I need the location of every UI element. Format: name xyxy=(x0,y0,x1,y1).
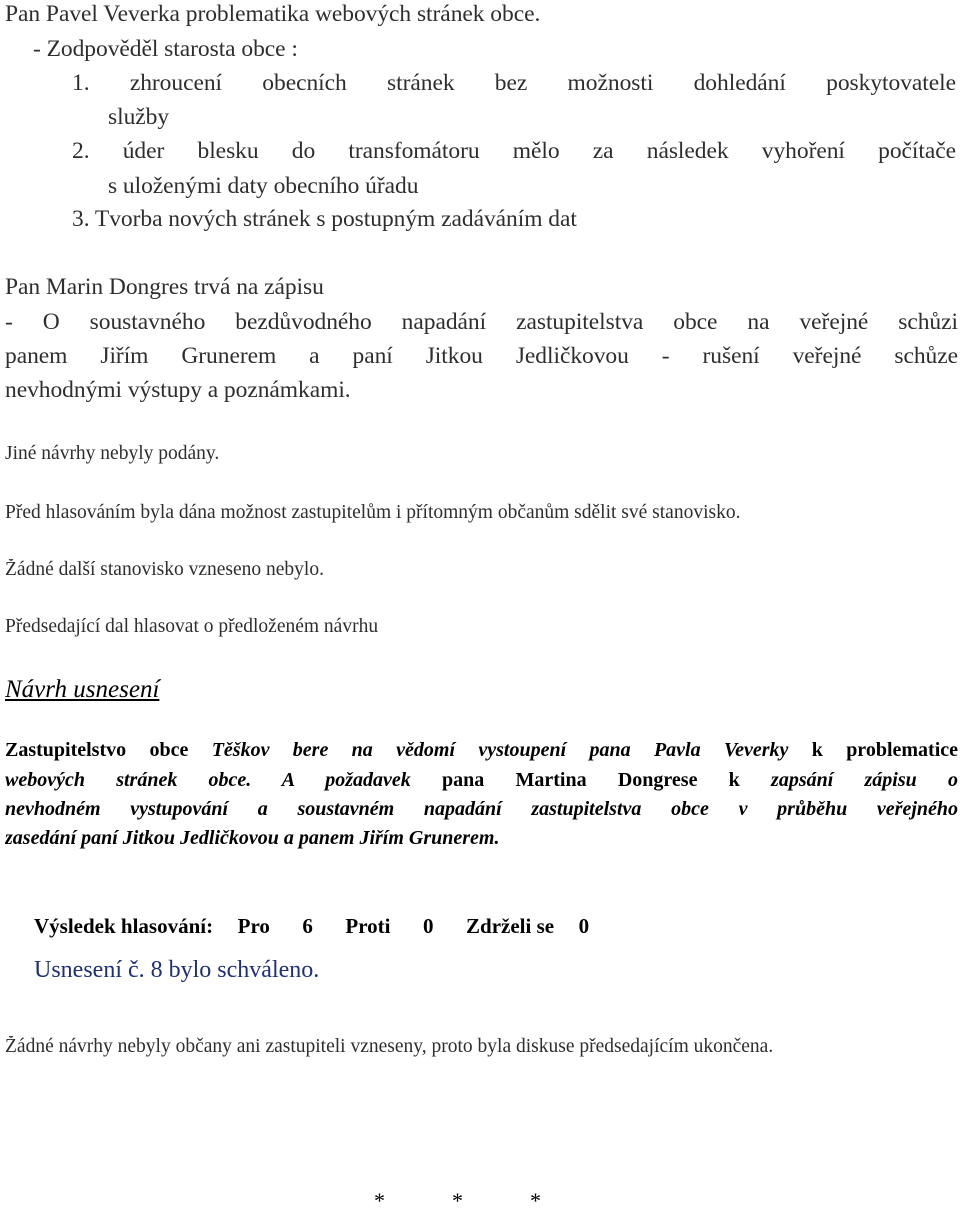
closing-note: Žádné návrhy nebyly občany ani zastupiteli vzneseny, proto byla diskuse předsedajícím ukončena. xyxy=(5,1036,774,1057)
chair-vote-note: Předsedající dal hlasovat o předloženém návrhu xyxy=(5,616,379,637)
dongres-line-3: panem Jiřím Grunerem a paní Jitkou Jedličkovou - rušení veřejné schůze xyxy=(5,343,958,369)
separator-star: * xyxy=(452,1188,463,1213)
veverka-heading: Pan Pavel Veverka problematika webových stránek obce. xyxy=(5,1,541,27)
vote-proti-label: Proti xyxy=(345,914,391,938)
list-item-1-cont: služby xyxy=(108,104,170,130)
vote-result xyxy=(34,914,960,939)
list-item-1: 1. zhroucení obecních stránek bez možnosti dohledání poskytovatele xyxy=(72,70,956,96)
resolution-line-1: Zastupitelstvo obce Těškov bere na vědomí vystoupení pana Pavla Veverky k problematice xyxy=(5,739,958,761)
vote-proti-value: 0 xyxy=(423,914,434,938)
resolution-line-2: webových stránek obce. A požadavek pana Martina Dongrese k zapsání zápisu o xyxy=(5,769,958,791)
vote-pro-label: Pro xyxy=(237,914,270,938)
before-vote-note: Před hlasováním byla dána možnost zastupitelům i přítomným občanům sdělit své stanovisko. xyxy=(5,502,741,523)
section-separator xyxy=(374,1188,960,1214)
vote-zdrzeli-value: 0 xyxy=(578,914,590,938)
list-item-2: 2. úder blesku do transfomátoru mělo za následek vyhoření počítače xyxy=(72,138,956,164)
no-proposals-note: Jiné návrhy nebyly podány. xyxy=(5,443,220,464)
list-item-3: 3. Tvorba nových stránek s postupným zadáváním dat xyxy=(72,206,577,232)
resolution-line-3: nevhodném vystupování a soustavném napadání zastupitelstva obce v průběhu veřejného xyxy=(5,798,958,820)
vote-label: Výsledek hlasování: xyxy=(34,914,214,938)
resolution-title: Návrh usnesení xyxy=(5,676,160,703)
separator-star: * xyxy=(374,1188,385,1213)
vote-pro-value: 6 xyxy=(302,914,313,938)
no-opinion-note: Žádné další stanovisko vzneseno nebylo. xyxy=(5,559,324,580)
dongres-line-4: nevhodnými výstupy a poznámkami. xyxy=(5,377,351,403)
list-item-2-cont: s uloženými daty obecního úřadu xyxy=(108,173,419,199)
resolution-approved: Usnesení č. 8 bylo schváleno. xyxy=(34,957,320,983)
resolution-line-4: zasedání paní Jitkou Jedličkovou a panem Jiřím Grunerem. xyxy=(5,827,500,849)
vote-zdrzeli-label: Zdrželi se xyxy=(466,914,555,938)
separator-star: * xyxy=(530,1188,541,1213)
dongres-heading: Pan Marin Dongres trvá na zápisu xyxy=(5,274,324,300)
mayor-answered: - Zodpověděl starosta obce : xyxy=(33,36,298,62)
dongres-line-2: - O soustavného bezdůvodného napadání zastupitelstva obce na veřejné schůzi xyxy=(5,309,958,335)
